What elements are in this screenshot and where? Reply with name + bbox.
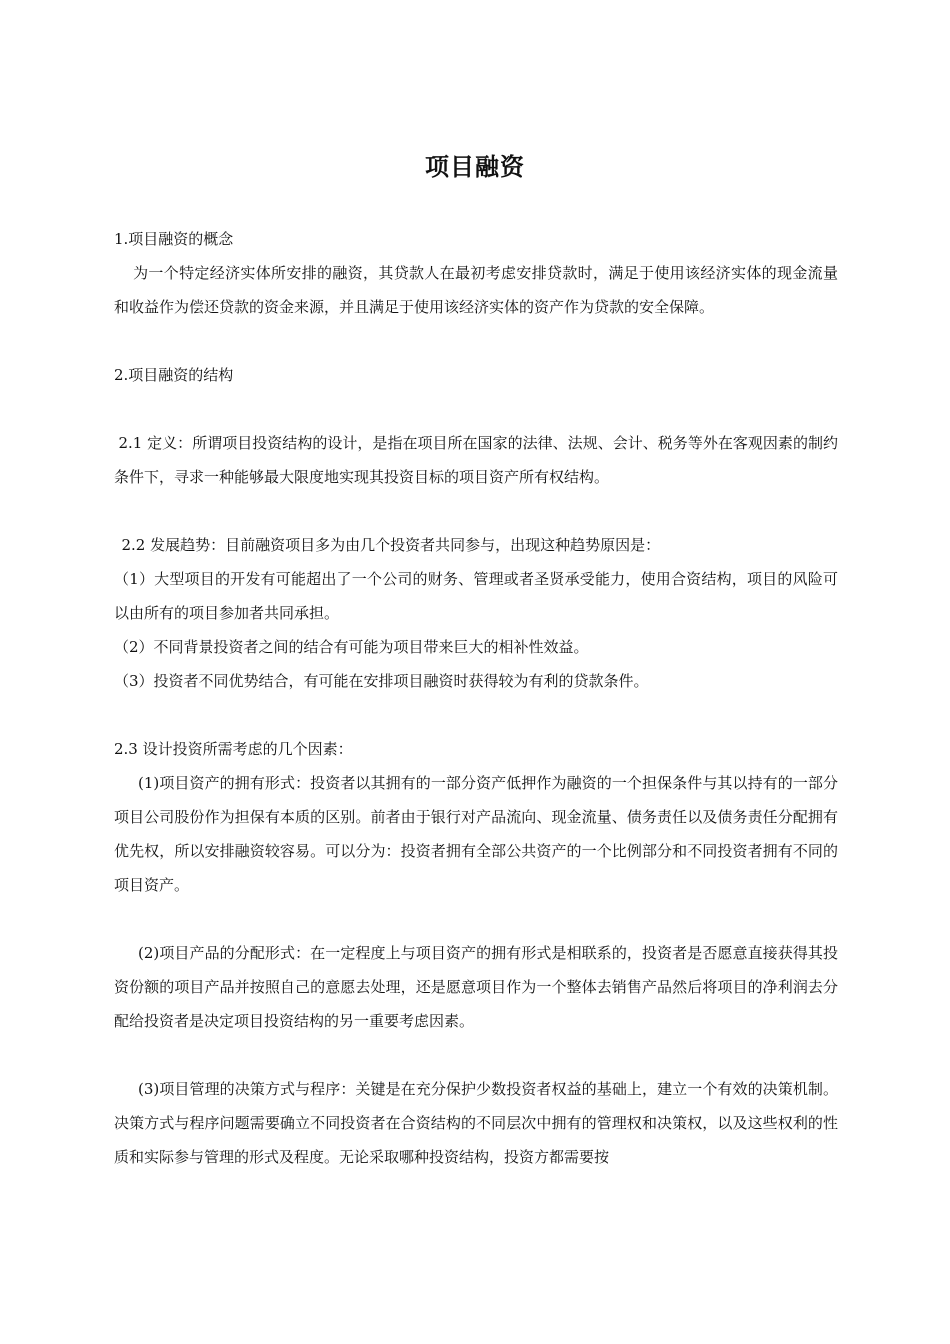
paragraph-gap <box>114 698 838 732</box>
trend-item-3: （3）投资者不同优势结合，有可能在安排项目融资时获得较为有利的贷款条件。 <box>114 672 649 690</box>
document-title: 项目融资 <box>425 152 525 182</box>
section-2-heading: 2.项目融资的结构 <box>114 366 234 384</box>
trend-item-2: （2）不同背景投资者之间的结合有可能为项目带来巨大的相补性效益。 <box>114 638 589 656</box>
paragraph-gap <box>114 494 838 528</box>
section-2-1-definition: 2.1 定义：所谓项目投资结构的设计，是指在项目所在国家的法律、法规、会计、税务等外在客观因素的制约条件下，寻求一种能够最大限度地实现其投资目标的项目资产所有权结构。 <box>114 434 838 486</box>
trend-item-1: （1）大型项目的开发有可能超出了一个公司的财务、管理或者圣贤承受能力，使用合资结构，项目的风险可以由所有的项目参加者共同承担。 <box>114 570 838 622</box>
section-2-2-heading: 2.2 发展趋势：目前融资项目多为由几个投资者共同参与，出现这种趋势原因是： <box>121 536 661 554</box>
factor-2-paragraph: (2)项目产品的分配形式：在一定程度上与项目资产的拥有形式是相联系的，投资者是否愿意直接获得其投资份额的项目产品并按照自己的意愿去处理，还是愿意项目作为一个整体去销售产品然后将项目的净利润去分配给投资者是决定项目投资结构的另一重要考虑因素。 <box>114 944 838 1030</box>
document-body <box>114 222 838 1174</box>
factor-3-paragraph: (3)项目管理的决策方式与程序：关键是在充分保护少数投资者权益的基础上，建立一个有效的决策机制。决策方式与程序问题需要确立不同投资者在合资结构的不同层次中拥有的管理权和决策权，以及这些权利的性质和实际参与管理的形式及程度。无论采取哪种投资结构，投资方都需要按 <box>114 1080 838 1166</box>
factor-1-paragraph: (1)项目资产的拥有形式：投资者以其拥有的一部分资产低押作为融资的一个担保条件与其以持有的一部分项目公司股份作为担保有本质的区别。前者由于银行对产品流向、现金流量、债务责任以及债务责任分配拥有优先权，所以安排融资较容易。可以分为：投资者拥有全部公共资产的一个比例部分和不同投资者拥有不同的项目资产。 <box>114 774 838 894</box>
paragraph-gap <box>114 902 838 936</box>
paragraph-gap <box>114 1038 838 1072</box>
section-1-heading: 1.项目融资的概念 <box>114 230 234 248</box>
section-2-3-heading: 2.3 设计投资所需考虑的几个因素： <box>114 740 353 758</box>
section-1-paragraph: 为一个特定经济实体所安排的融资，其贷款人在最初考虑安排贷款时，满足于使用该经济实体的现金流量和收益作为偿还贷款的资金来源，并且满足于使用该经济实体的资产作为贷款的安全保障。 <box>114 264 838 316</box>
paragraph-gap <box>114 324 838 358</box>
paragraph-gap <box>114 392 838 426</box>
